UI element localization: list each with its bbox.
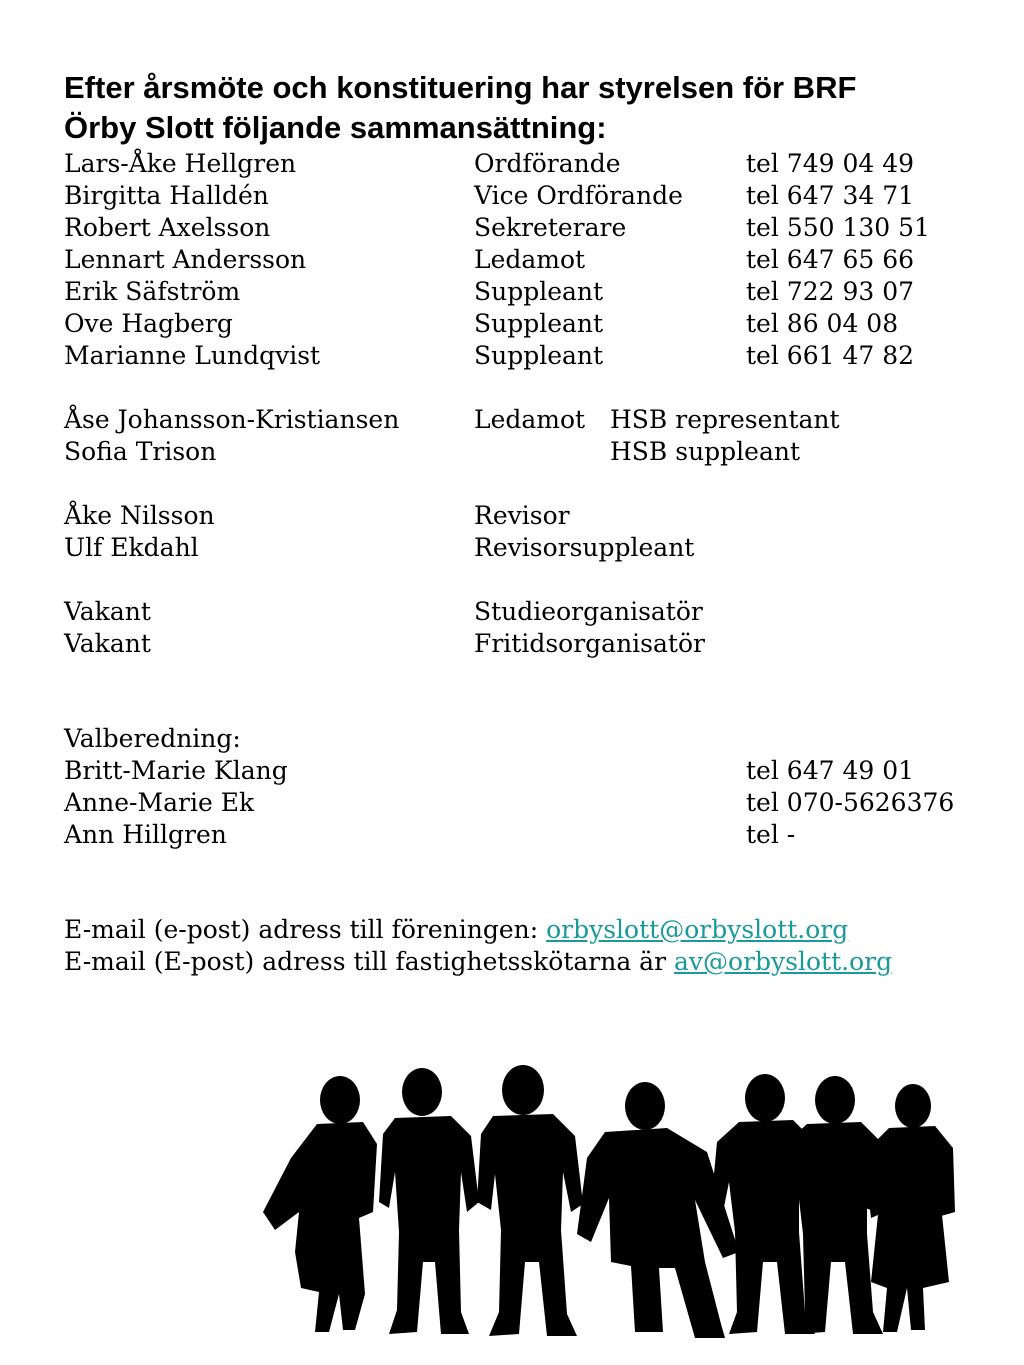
member-name: Robert Axelsson [64, 213, 271, 242]
association-email-link[interactable]: orbyslott@orbyslott.org [546, 915, 849, 944]
member-role: Ledamot [474, 245, 586, 274]
caretakers-email-line [64, 946, 892, 978]
member-phone: tel 070-5626376 [746, 788, 955, 817]
member-phone: tel 749 04 49 [746, 149, 915, 178]
member-phone: tel 661 47 82 [746, 341, 915, 370]
member-role: Suppleant [474, 277, 604, 306]
member-phone: tel 647 65 66 [746, 245, 915, 274]
member-name: Britt-Marie Klang [64, 756, 288, 785]
member-name: Åse Johansson-Kristiansen [64, 405, 400, 434]
member-phone: tel 647 34 71 [746, 181, 915, 210]
person-silhouette-icon [477, 1065, 583, 1336]
nominating-title: Valberedning: [64, 724, 241, 753]
heading-line-1: Efter årsmöte och konstituering har styrelsen för BRF [64, 70, 857, 105]
member-name: Vakant [64, 597, 151, 626]
member-phone: tel 550 130 51 [746, 213, 930, 242]
member-role: Revisorsuppleant [474, 533, 695, 562]
member-name: Birgitta Halldén [64, 181, 269, 210]
member-role: Ledamot [474, 405, 586, 434]
group-of-people-silhouette-icon [255, 1062, 960, 1340]
member-name: Ulf Ekdahl [64, 533, 199, 562]
caretakers-email-text: E-mail (E-post) adress till fastighetsskötarna är [64, 947, 674, 976]
member-role: Vice Ordförande [474, 181, 683, 210]
member-name: Lennart Andersson [64, 245, 307, 274]
member-phone: tel 647 49 01 [746, 756, 915, 785]
association-email-line [64, 914, 848, 946]
member-role: Fritidsorganisatör [474, 629, 705, 658]
caretakers-email-link[interactable]: av@orbyslott.org [674, 947, 893, 976]
member-role: Suppleant [474, 341, 604, 370]
member-name: Åke Nilsson [64, 501, 215, 530]
heading-line-2: Örby Slott följande sammansättning: [64, 110, 607, 145]
member-role: Sekreterare [474, 213, 627, 242]
member-phone: tel 722 93 07 [746, 277, 915, 306]
person-silhouette-icon [263, 1076, 377, 1332]
member-role: Revisor [474, 501, 570, 530]
member-name: Vakant [64, 629, 151, 658]
member-name: Lars-Åke Hellgren [64, 149, 297, 178]
member-name: Erik Säfström [64, 277, 241, 306]
member-phone: tel - [746, 820, 796, 849]
member-role: Studieorganisatör [474, 597, 703, 626]
member-name: Marianne Lundqvist [64, 341, 321, 370]
member-name: Anne-Marie Ek [64, 788, 255, 817]
person-silhouette-icon [379, 1068, 479, 1334]
page-heading [64, 68, 984, 148]
member-phone: tel 86 04 08 [746, 309, 899, 338]
member-role: Ordförande [474, 149, 621, 178]
member-name: Sofia Trison [64, 437, 217, 466]
person-silhouette-icon [577, 1082, 739, 1338]
member-name: Ann Hillgren [64, 820, 227, 849]
member-role: Suppleant [474, 309, 604, 338]
member-name: Ove Hagberg [64, 309, 233, 338]
hsb-note: HSB representant [610, 405, 840, 434]
hsb-note: HSB suppleant [610, 437, 801, 466]
association-email-text: E-mail (e-post) adress till föreningen: [64, 915, 547, 944]
